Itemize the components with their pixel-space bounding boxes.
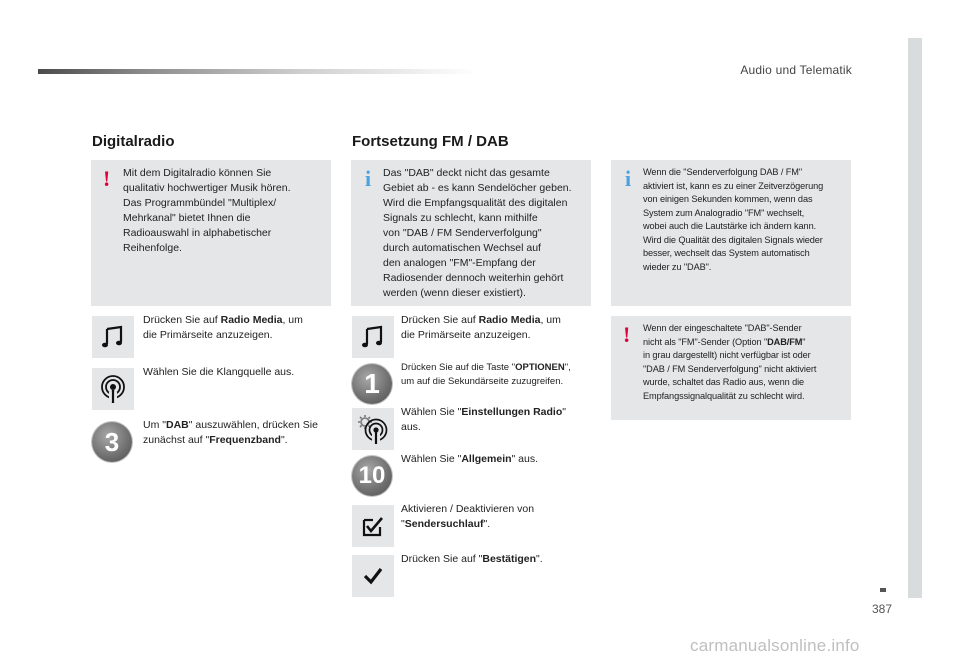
step-text: Drücken Sie auf die Taste " — [401, 362, 516, 373]
note-line: System zum Analogradio "FM" wechselt, — [643, 207, 805, 218]
checkmark-icon — [352, 555, 394, 597]
step-select-dab — [143, 418, 338, 448]
heading-fortsetzung: Fortsetzung FM / DAB — [352, 133, 509, 150]
note-line: werden (wenn dieser existiert). — [383, 287, 526, 299]
note-text: nicht als "FM"-Sender (Option " — [643, 336, 768, 347]
step-number-badge: 3 — [92, 422, 132, 462]
step-options — [401, 361, 597, 389]
step-general — [401, 452, 591, 467]
step-text-bold: Radio Media — [478, 314, 541, 326]
step-select-source — [143, 365, 333, 380]
step-radio-media-middle — [401, 313, 591, 343]
step-text: aus. — [401, 421, 421, 433]
note-line: besser, wechselt das System automatisch — [643, 248, 810, 258]
step-text: zunächst auf " — [143, 434, 210, 446]
note-line: Das Programmbündel "Multiplex/ — [123, 197, 277, 209]
note-line: Wenn die "Senderverfolgung DAB / FM" — [643, 167, 803, 177]
step-text: Wählen Sie " — [401, 406, 462, 418]
step-number-badge: 10 — [352, 456, 392, 496]
side-tab-strip — [908, 38, 922, 598]
step-text-bold: Bestätigen — [482, 553, 537, 565]
step-text: ". — [280, 434, 288, 446]
step-text: ". — [483, 518, 491, 530]
step-text-bold: Einstellungen Radio — [461, 406, 563, 418]
step-text-bold: DAB — [165, 419, 189, 431]
note-line: Mit dem Digitalradio können Sie — [123, 167, 272, 179]
note-line: Das "DAB" deckt nicht das gesamte — [383, 167, 550, 179]
warning-note-dab-fm — [611, 316, 851, 420]
step-text: Drücken Sie auf — [143, 314, 221, 326]
note-line: wobei auch die Lautstärke ich ändern kann. — [643, 221, 817, 231]
note-line: Wird die Empfangsqualität des digitalen — [383, 197, 568, 209]
note-line: von einigen Sekunden kommen, wenn das — [643, 194, 813, 204]
step-text: Wählen Sie " — [401, 453, 462, 465]
note-line: aktiviert ist, kann es zu einer Zeitverzögerung — [643, 180, 824, 191]
step-text-bold: Sendersuchlauf — [404, 518, 484, 530]
note-line: wurde, schaltet das Radio aus, wenn die — [643, 377, 805, 387]
warning-icon: ! — [103, 166, 111, 191]
info-note-senderverfolgung — [611, 160, 851, 306]
info-note-dab-coverage — [351, 160, 591, 306]
settings-radio-icon — [352, 408, 394, 450]
step-radio-media-left — [143, 313, 333, 343]
note-line: Radiosender dennoch weiterhin gehört — [383, 272, 564, 284]
step-text: ". — [536, 553, 543, 565]
radio-signal-icon — [92, 368, 134, 410]
note-line: Radioauswahl in alphabetischer — [123, 227, 272, 239]
step-text-bold: Allgemein — [461, 453, 512, 465]
watermark: carmanualsonline.info — [690, 636, 860, 655]
note-line: Mehrkanal" bietet Ihnen die — [123, 212, 251, 224]
note-text: " — [802, 336, 806, 347]
note-line: durch automatischen Wechsel auf — [383, 242, 541, 254]
note-line: wieder zu "DAB". — [643, 261, 712, 272]
step-text: , um — [540, 314, 561, 326]
step-text: ", — [564, 362, 571, 373]
step-text-bold: Radio Media — [220, 314, 283, 326]
step-text: die Primärseite anzuzeigen. — [401, 329, 531, 341]
step-text: Aktivieren / Deaktivieren von — [401, 503, 535, 515]
step-text: " — [401, 518, 405, 530]
warning-note-digitalradio — [91, 160, 331, 306]
step-text: die Primärseite anzuzeigen. — [143, 329, 273, 341]
step-confirm — [401, 552, 591, 567]
step-text: " aus. — [511, 453, 539, 465]
step-text: Drücken Sie auf — [401, 314, 479, 326]
info-icon: i — [625, 166, 632, 191]
note-text-bold: DAB/FM — [767, 336, 803, 347]
note-line: Gebiet ab - es kann Sendelöcher geben. — [383, 182, 572, 194]
step-text: Um " — [143, 419, 166, 431]
note-line: Wird die Qualität des digitalen Signals wieder — [643, 234, 823, 245]
step-station-search — [401, 502, 591, 532]
step-text: Drücken Sie auf " — [401, 553, 483, 565]
step-text: " — [562, 406, 567, 418]
note-line: "DAB / FM Senderverfolgung" nicht aktiviert — [643, 363, 817, 374]
step-text: " auszuwählen, drücken Sie — [188, 419, 318, 431]
warning-icon: ! — [623, 322, 631, 347]
step-text: um auf die Sekundärseite zuzugreifen. — [401, 376, 564, 387]
note-line: Signals zu schlecht, kann mithilfe — [383, 212, 538, 224]
step-text: , um — [282, 314, 303, 326]
note-line: in grau dargestellt) nicht verfügbar ist oder — [643, 350, 811, 360]
note-line: den analogen "FM"-Empfang der — [383, 257, 536, 269]
note-line: von "DAB / FM Senderverfolgung" — [383, 227, 542, 239]
checkbox-icon — [352, 505, 394, 547]
step-radio-settings — [401, 405, 591, 435]
note-line: Empfangssignalqualität zu schlecht wird. — [643, 390, 805, 401]
note-line: Reihenfolge. — [123, 242, 182, 254]
note-line: qualitativ hochwertiger Musik hören. — [123, 182, 291, 194]
step-text-bold: Frequenzband — [209, 434, 281, 446]
note-line: Wenn der eingeschaltete "DAB"-Sender — [643, 323, 802, 333]
heading-digitalradio: Digitalradio — [92, 133, 175, 150]
section-title: Audio und Telematik — [740, 63, 852, 77]
page-number-marker — [880, 588, 886, 592]
step-number-badge: 1 — [352, 364, 392, 404]
page-number: 387 — [872, 602, 893, 616]
music-note-icon — [352, 316, 394, 358]
music-note-icon — [92, 316, 134, 358]
header-gradient-bar — [38, 69, 478, 74]
info-icon: i — [365, 166, 372, 191]
step-text: Wählen Sie die Klangquelle aus. — [143, 366, 295, 378]
step-text-bold: OPTIONEN — [515, 362, 565, 373]
